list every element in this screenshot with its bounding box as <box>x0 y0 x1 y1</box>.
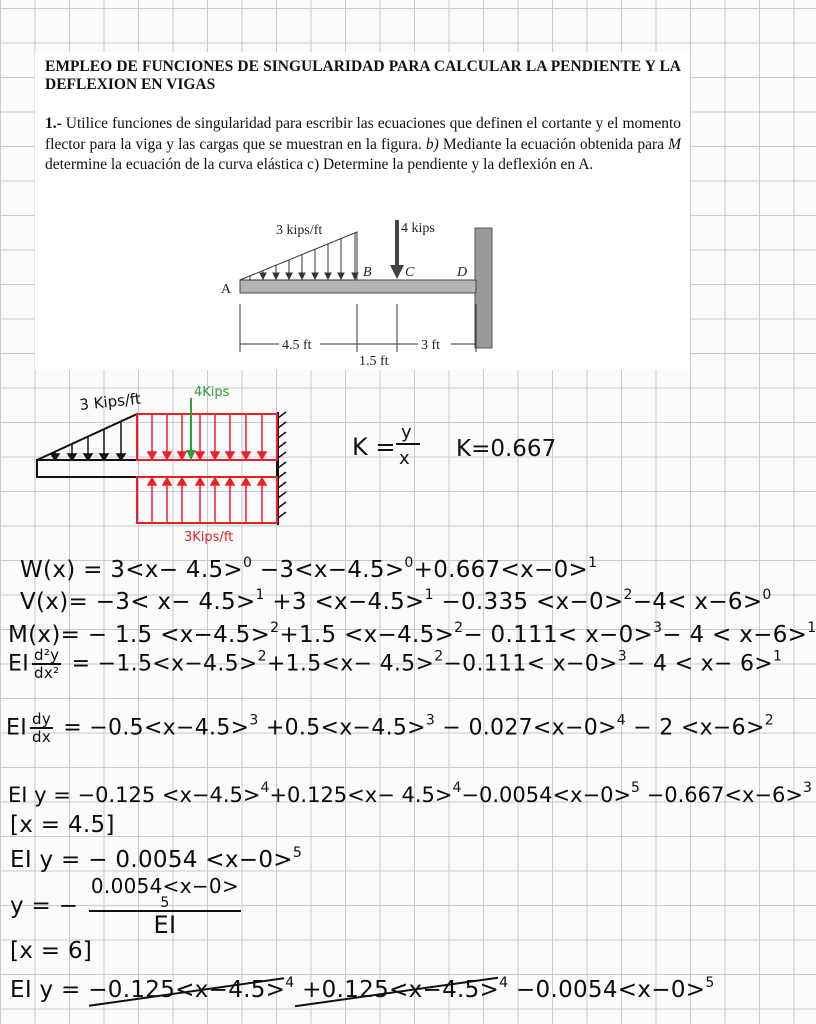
label-distributed-load: 3 kips/ft <box>276 223 323 238</box>
sketch-red-uniform-load <box>137 414 277 460</box>
sketch-green-arrowhead <box>186 450 196 460</box>
sketch-distributed-label: 3 Kips/ft <box>78 389 142 414</box>
problem-title: EMPLEO DE FUNCIONES DE SINGULARIDAD PARA CALCULAR LA PENDIENTE Y LA DEFLEXION EN VIGAS <box>45 58 681 93</box>
label-point-a: A <box>221 282 232 297</box>
k-ratio-numerator: y <box>401 422 412 443</box>
equation-second-derivative: EI $\frac{\text{d²y}}{\text{dx²}}$ = −1.5<x−4.5>$^2$+1.5<x− 4.5>$^2$−0.111< x−0>$^3$− 4 < x− 6>$^1$ <box>8 646 783 682</box>
label-point-d: D <box>457 265 468 280</box>
dimension-4-5-ft: 4.5 ft <box>282 338 312 353</box>
sketch-triangle-arrows <box>51 422 125 460</box>
sketch-wall-hatch <box>278 412 286 518</box>
first-derivative-fraction: $\frac{dy}{dx}$ <box>32 710 51 746</box>
y-case1-fraction: 0.0054<x−0> 5 EI <box>90 874 240 939</box>
second-derivative-fraction: $\frac{\text{d²y}}{\text{dx²}}$ <box>34 646 60 682</box>
label-point-b: B <box>363 265 372 280</box>
case-x-6: [x = 6] <box>10 938 93 964</box>
dimension-1-5-ft: 1.5 ft <box>359 354 389 369</box>
equation-y-case1: y = − 0.0054<x−0> 5 EI <box>10 874 240 939</box>
sketch-bottom-label: 3Kips/ft <box>184 530 234 545</box>
equation-load-w: W(x) = 3<x− 4.5>$^0$ −3<x−4.5>$^0$+0.667<x−0>$^1$ <box>20 555 598 583</box>
statement-part-2: Mediante la ecuación obtenida para <box>438 135 669 153</box>
k-ratio-denominator: x <box>399 448 410 469</box>
statement-moment-symbol: M <box>668 135 681 153</box>
k-value: K=0.667 <box>456 436 557 462</box>
equation-deflection: EI y = −0.125 <x−4.5>$^4$+0.125<x− 4.5>$^4$−0.0054<x−0>$^5$ −0.667<x−6>$^3$ <box>8 780 812 807</box>
equation-moment-m: M(x)= − 1.5 <x−4.5>$^2$+1.5 <x−4.5>$^2$− 0.111< x−0>$^3$− 4 < x−6>$^1$ <box>8 620 816 648</box>
sketch-point-label: 4Kips <box>194 385 230 400</box>
label-point-c: C <box>405 265 415 280</box>
equation-shear-v: V(x)= −3< x− 4.5>$^1$ +3 <x−4.5>$^1$ −0.335 <x−0>$^2$−4< x−6>$^0$ <box>20 587 772 615</box>
problem-number: 1.- <box>45 115 62 132</box>
sketch-red-down-arrows <box>148 414 266 460</box>
equation-deflection-case2: EI y = −0.125<x−4.5>$^4$ +0.125<x−4.5>$^4$ −0.0054<x−0>$^5$ <box>10 975 715 1003</box>
k-ratio-lhs: K = <box>352 433 396 461</box>
equation-deflection-case1: EI y = − 0.0054 <x−0>$^5$ <box>10 845 303 873</box>
dimension-3-ft: 3 ft <box>421 338 441 353</box>
statement-part-b: b) <box>425 135 439 153</box>
label-point-load: 4 kips <box>401 221 435 236</box>
equation-slope: EI $\frac{dy}{dx}$ = −0.5<x−4.5>$^3$ +0.5<x−4.5>$^3$ − 0.027<x−0>$^4$ − 2 <x−6>$^2$ <box>6 710 774 746</box>
sketch-red-up-arrows <box>148 477 266 523</box>
statement-part-1: Utilice funciones de singularidad para escribir las ecuaciones que definen el cortante y el momento flector para la viga y las cargas que se muestran en la figura. <box>45 115 681 153</box>
statement-part-3: determine la ecuación de la curva elástica c) Determine la pendiente y la deflexión en A. <box>45 156 594 173</box>
sketch-triangle-load <box>37 414 137 460</box>
sketch-beam <box>37 460 277 477</box>
case-x-4-5: [x = 4.5] <box>10 812 115 838</box>
sketch-red-upward-load <box>137 477 277 523</box>
